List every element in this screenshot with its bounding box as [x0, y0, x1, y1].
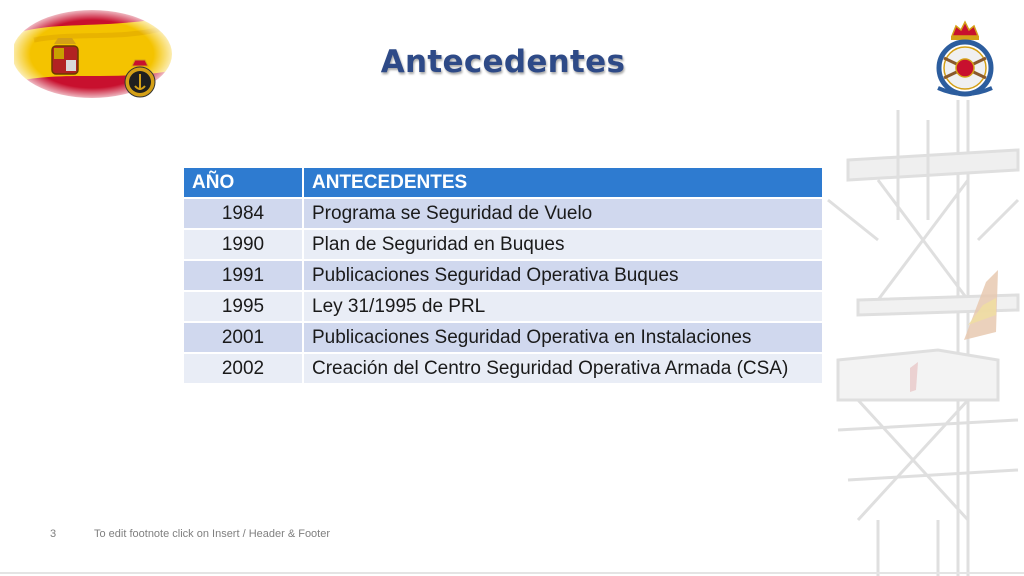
year-cell: 1990 — [183, 229, 303, 260]
year-cell: 2002 — [183, 353, 303, 384]
antecedent-cell: Plan de Seguridad en Buques — [303, 229, 823, 260]
table-row — [183, 322, 823, 353]
ship-mast-background — [818, 100, 1024, 576]
table-header-row — [183, 167, 823, 198]
antecedentes-table — [182, 166, 824, 385]
table-row — [183, 229, 823, 260]
column-header-antecedentes: ANTECEDENTES — [303, 167, 823, 198]
table-row — [183, 198, 823, 229]
antecedent-cell: Ley 31/1995 de PRL — [303, 291, 823, 322]
page-title: Antecedentes — [380, 44, 626, 80]
year-cell: 1984 — [183, 198, 303, 229]
table-row — [183, 260, 823, 291]
bottom-divider — [0, 572, 1024, 574]
antecedent-cell: Programa se Seguridad de Vuelo — [303, 198, 823, 229]
column-header-year: AÑO — [183, 167, 303, 198]
table-row — [183, 291, 823, 322]
antecedent-cell: Publicaciones Seguridad Operativa en Instalaciones — [303, 322, 823, 353]
year-cell: 1991 — [183, 260, 303, 291]
year-cell: 1995 — [183, 291, 303, 322]
table-row — [183, 353, 823, 384]
antecedent-cell: Creación del Centro Seguridad Operativa Armada (CSA) — [303, 353, 823, 384]
page-number: 3 — [50, 528, 57, 540]
antecedent-cell: Publicaciones Seguridad Operativa Buques — [303, 260, 823, 291]
year-cell: 2001 — [183, 322, 303, 353]
footnote-text: To edit footnote click on Insert / Header & Footer — [94, 528, 331, 540]
